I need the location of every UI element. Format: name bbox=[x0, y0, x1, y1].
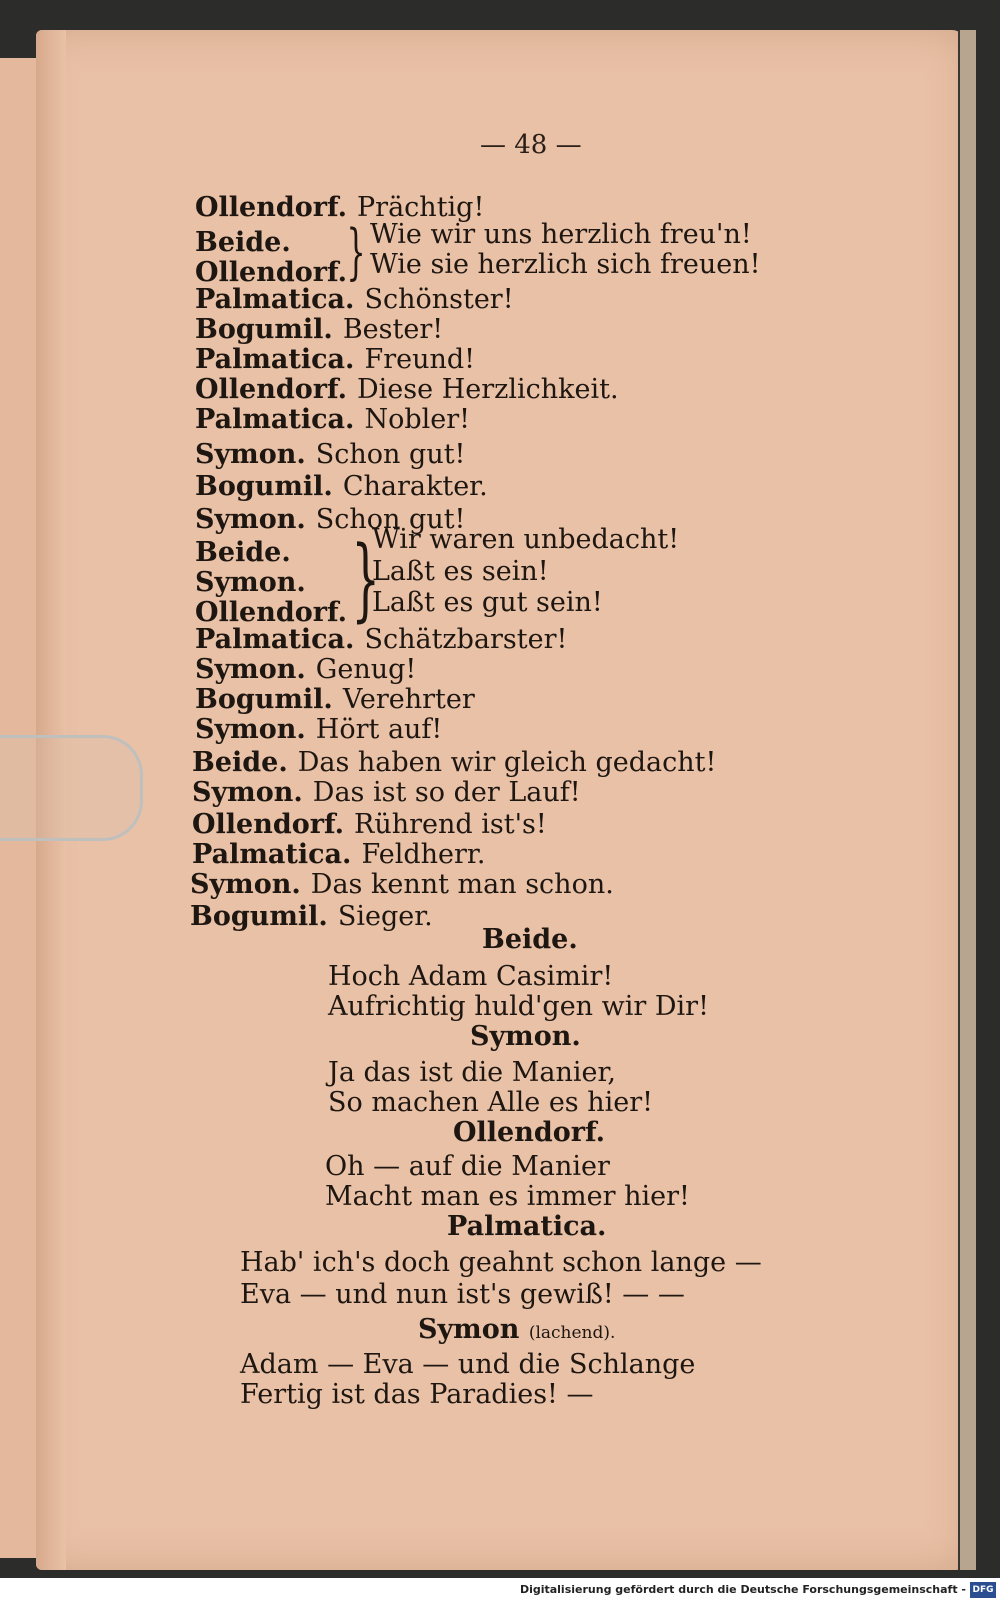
speaker: Palmatica. bbox=[195, 284, 355, 315]
verse-line: Fertig ist das Paradies! — bbox=[240, 1379, 594, 1410]
dialogue-line bbox=[195, 375, 619, 405]
line-text: Schon gut! bbox=[315, 439, 466, 470]
dialogue-line bbox=[195, 472, 488, 502]
verse-line: Hoch Adam Casimir! bbox=[328, 961, 614, 992]
speaker: Symon. bbox=[195, 654, 306, 685]
verse-heading bbox=[418, 1315, 615, 1348]
line-text: Sieger. bbox=[337, 901, 433, 932]
speaker: Ollendorf. bbox=[192, 809, 345, 840]
speaker: Symon. bbox=[192, 777, 303, 808]
line-text: Diese Herzlichkeit. bbox=[357, 374, 619, 405]
dialogue-line bbox=[192, 840, 485, 870]
line-text: Schätzbarster! bbox=[364, 624, 568, 655]
dialogue-line bbox=[195, 538, 291, 568]
speaker: Bogumil. bbox=[195, 314, 333, 345]
speaker: Bogumil. bbox=[190, 901, 328, 932]
line-text: Hört auf! bbox=[315, 714, 443, 745]
stage-direction: (lachend). bbox=[528, 1323, 616, 1343]
brace-mark: } bbox=[346, 217, 366, 287]
line-text: Schon gut! bbox=[315, 504, 466, 535]
speaker: Palmatica. bbox=[195, 624, 355, 655]
dialogue-line bbox=[195, 568, 306, 598]
verse-heading: Beide. bbox=[482, 924, 578, 955]
speaker: Beide. bbox=[195, 227, 291, 258]
brace-mark: } bbox=[351, 527, 380, 632]
dialogue-line bbox=[370, 220, 752, 250]
line-text: Wie wir uns herzlich freu'n! bbox=[370, 219, 752, 250]
verse-speaker: Symon bbox=[418, 1314, 520, 1345]
speaker: Symon. bbox=[190, 869, 301, 900]
page-tab-clip bbox=[0, 735, 143, 841]
verse-heading: Palmatica. bbox=[447, 1211, 607, 1242]
speaker: Palmatica. bbox=[192, 839, 352, 870]
dialogue-line bbox=[195, 625, 567, 655]
line-text: Charakter. bbox=[342, 471, 488, 502]
dialogue-line bbox=[190, 902, 433, 932]
verse-line: Ja das ist die Manier, bbox=[328, 1057, 616, 1088]
line-text: Freund! bbox=[364, 344, 475, 375]
page-number: — 48 — bbox=[480, 130, 582, 160]
dfg-logo: DFG bbox=[970, 1582, 996, 1598]
verse-line: Oh — auf die Manier bbox=[325, 1151, 610, 1182]
line-text: Laßt es gut sein! bbox=[372, 587, 603, 618]
line-text: Das kennt man schon. bbox=[310, 869, 614, 900]
dialogue-line bbox=[195, 285, 514, 315]
verse-line: Adam — Eva — und die Schlange bbox=[240, 1349, 696, 1380]
verse-line: Aufrichtig huld'gen wir Dir! bbox=[328, 991, 709, 1022]
dialogue-line bbox=[195, 715, 442, 745]
line-text: Verehrter bbox=[342, 684, 475, 715]
verse-line: Macht man es immer hier! bbox=[325, 1181, 690, 1212]
speaker: Ollendorf. bbox=[195, 192, 348, 223]
line-text: Prächtig! bbox=[357, 192, 485, 223]
line-text: Bester! bbox=[342, 314, 444, 345]
dialogue-line bbox=[372, 525, 679, 555]
verse-line: Eva — und nun ist's gewiß! — — bbox=[240, 1279, 685, 1310]
dialogue-line bbox=[190, 870, 614, 900]
dialogue-line bbox=[195, 345, 475, 375]
dialogue-line bbox=[195, 405, 470, 435]
dialogue-line bbox=[195, 685, 475, 715]
speaker: Symon. bbox=[195, 567, 306, 598]
dialogue-line bbox=[195, 315, 443, 345]
dialogue-line bbox=[195, 440, 465, 470]
line-text: Rührend ist's! bbox=[354, 809, 547, 840]
dialogue-line bbox=[372, 557, 549, 587]
line-text: Wie sie herzlich sich freuen! bbox=[370, 249, 761, 280]
verse-heading: Ollendorf. bbox=[453, 1117, 606, 1148]
speaker: Symon. bbox=[195, 714, 306, 745]
verse-line: Hab' ich's doch geahnt schon lange — bbox=[240, 1247, 762, 1278]
dialogue-line bbox=[192, 748, 716, 778]
speaker: Ollendorf. bbox=[195, 257, 348, 288]
dialogue-line bbox=[192, 810, 547, 840]
line-text: Das haben wir gleich gedacht! bbox=[297, 747, 717, 778]
footer-bar bbox=[0, 1578, 1000, 1604]
line-text: Schönster! bbox=[364, 284, 514, 315]
speaker: Palmatica. bbox=[195, 404, 355, 435]
line-text: Nobler! bbox=[364, 404, 471, 435]
book-right-edge bbox=[958, 30, 976, 1570]
speaker: Palmatica. bbox=[195, 344, 355, 375]
speaker: Beide. bbox=[192, 747, 288, 778]
speaker: Bogumil. bbox=[195, 684, 333, 715]
verse-line: So machen Alle es hier! bbox=[328, 1087, 654, 1118]
speaker: Ollendorf. bbox=[195, 597, 348, 628]
speaker: Bogumil. bbox=[195, 471, 333, 502]
speaker: Beide. bbox=[195, 537, 291, 568]
dialogue-line bbox=[195, 228, 291, 258]
line-text: Feldherr. bbox=[361, 839, 486, 870]
speaker: Ollendorf. bbox=[195, 374, 348, 405]
speaker: Symon. bbox=[195, 504, 306, 535]
footer-text: Digitalisierung gefördert durch die Deutsche Forschungsgemeinschaft - bbox=[519, 1583, 966, 1596]
verse-heading: Symon. bbox=[470, 1021, 581, 1052]
dialogue-line bbox=[195, 655, 416, 685]
line-text: Wir waren unbedacht! bbox=[372, 524, 680, 555]
line-text: Das ist so der Lauf! bbox=[312, 777, 581, 808]
speaker: Symon. bbox=[195, 439, 306, 470]
dialogue-line bbox=[370, 250, 760, 280]
line-text: Genug! bbox=[315, 654, 417, 685]
line-text: Laßt es sein! bbox=[372, 556, 549, 587]
dialogue-line bbox=[192, 778, 581, 808]
dialogue-line bbox=[372, 588, 603, 618]
